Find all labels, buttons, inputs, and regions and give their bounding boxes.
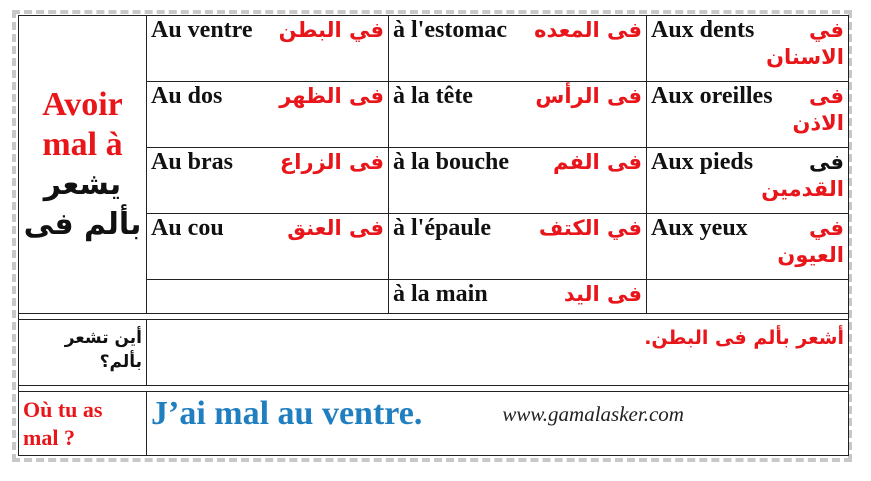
- vocab-cell: [147, 16, 389, 82]
- vocab-french: à la bouche: [393, 149, 510, 175]
- website-url: www.gamalasker.com: [502, 401, 684, 426]
- vocab-cell: [389, 280, 647, 314]
- header-french: Avoir mal à: [42, 85, 123, 163]
- french-answer-cell: [147, 392, 849, 456]
- vocab-arabic: فى الزراع: [279, 150, 384, 174]
- vocab-cell: [647, 82, 849, 148]
- french-answer: J’ai mal au ventre.: [151, 395, 423, 432]
- vocab-french: à l'estomac: [393, 17, 507, 43]
- vocab-french: Aux pieds: [651, 149, 754, 175]
- vocab-arabic-continued: العيون: [777, 243, 844, 267]
- vocab-arabic-continued: الاذن: [792, 111, 844, 135]
- vocab-cell: [389, 214, 647, 280]
- vocab-cell: [647, 214, 849, 280]
- vocab-french: Au ventre: [151, 17, 253, 43]
- vocab-arabic: فى: [809, 150, 844, 174]
- vocab-arabic: في الكتف: [538, 216, 642, 240]
- vocab-cell: [389, 148, 647, 214]
- vocab-cell: [647, 16, 849, 82]
- vocab-french: Au bras: [151, 149, 234, 175]
- vocab-cell-empty: [147, 280, 389, 314]
- vocabulary-table: [18, 15, 849, 456]
- vocab-cell: [389, 16, 647, 82]
- vocab-french: Aux dents: [651, 17, 755, 43]
- header-arabic-line1: يشعر: [43, 166, 122, 202]
- vocab-arabic: في: [809, 18, 844, 42]
- vocab-arabic: فى المعده: [534, 18, 642, 42]
- french-question-line1: Où tu as: [23, 397, 103, 422]
- french-question-row: [19, 392, 849, 456]
- vocab-arabic: فى اليد: [563, 282, 642, 306]
- arabic-question-cell: [19, 320, 147, 386]
- vocab-cell: [389, 82, 647, 148]
- header-arabic-line2: بألم فى: [23, 206, 142, 242]
- vocab-cell: [147, 148, 389, 214]
- arabic-answer-cell: [147, 320, 849, 386]
- vocab-french: Au dos: [151, 83, 223, 109]
- arabic-question: أين تشعر بألم؟: [64, 328, 142, 372]
- vocab-french: à la tête: [393, 83, 473, 109]
- vocab-arabic: فى: [809, 84, 844, 108]
- vocab-cell-empty: [647, 280, 849, 314]
- vocab-arabic: في البطن: [278, 18, 384, 42]
- vocab-arabic-continued: الاسنان: [766, 45, 844, 69]
- vocab-arabic-continued: القدمين: [761, 177, 844, 201]
- french-question-cell: [19, 392, 147, 456]
- vocab-arabic: فى الرأس: [535, 84, 642, 108]
- vocab-cell: [147, 214, 389, 280]
- header-cell: [19, 16, 147, 314]
- arabic-answer: أشعر بألم فى البطن.: [644, 327, 844, 349]
- vocab-arabic: في: [809, 216, 844, 240]
- table-row: [19, 16, 849, 82]
- french-question-line2: mal ?: [23, 425, 75, 450]
- vocab-arabic: فى العنق: [287, 216, 384, 240]
- vocab-french: à la main: [393, 281, 488, 307]
- vocab-cell: [647, 148, 849, 214]
- vocab-french: Au cou: [151, 215, 224, 241]
- vocab-french: Aux yeux: [651, 215, 748, 241]
- vocab-cell: [147, 82, 389, 148]
- arabic-question-row: [19, 320, 849, 386]
- vocab-french: Aux oreilles: [651, 83, 773, 109]
- vocab-arabic: فى الظهر: [279, 84, 384, 108]
- vocab-arabic: فى الفم: [553, 150, 642, 174]
- vocab-french: à l'épaule: [393, 215, 492, 241]
